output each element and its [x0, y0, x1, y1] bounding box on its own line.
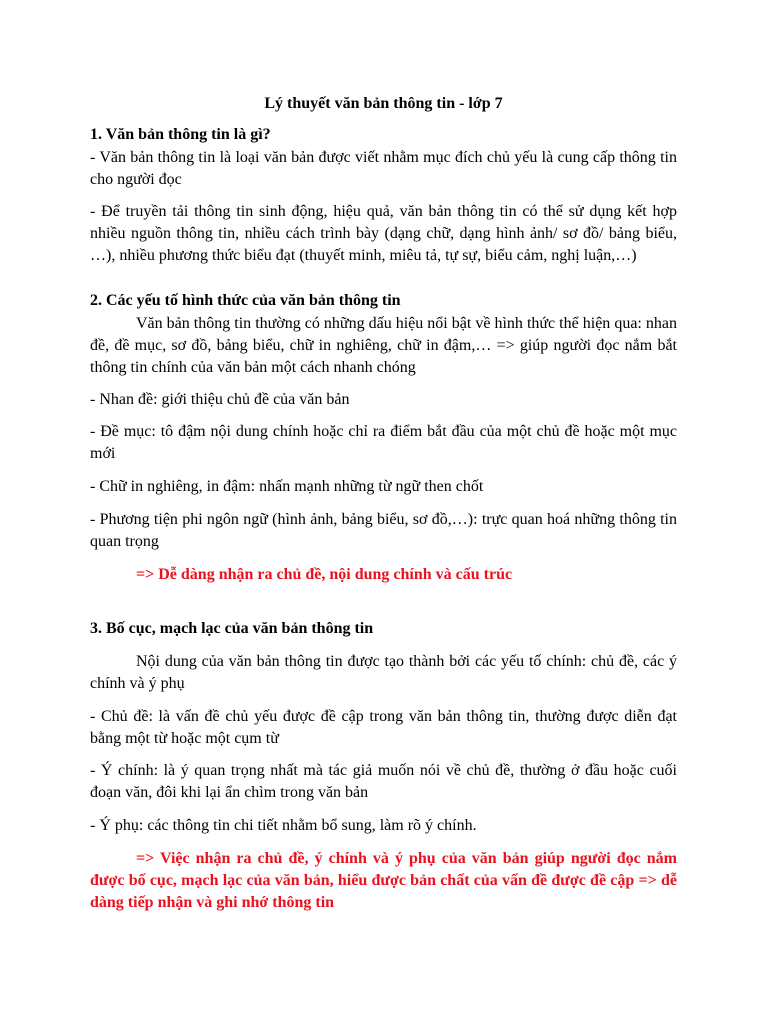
list-item: - Chữ in nghiêng, in đậm: nhấn mạnh những từ ngữ then chốt	[90, 478, 484, 495]
section-2-conclusion: => Dễ dàng nhận ra chủ đề, nội dung chính và cấu trúc	[136, 566, 513, 583]
section-1-paragraph: - Văn bản thông tin là loại văn bản được viết nhằm mục đích chủ yếu là cung cấp thông tin cho người đọc	[90, 149, 677, 188]
section-3-conclusion: => Việc nhận ra chủ đề, ý chính và ý phụ của văn bản giúp người đọc nắm được bố cục, mạch lạc của văn bản, hiểu được bản chất của vấn đề được đề cập => dễ dàng tiếp nhận và ghi nhớ thông tin	[90, 850, 677, 911]
section-2-intro: Văn bản thông tin thường có những dấu hiệu nổi bật về hình thức thể hiện qua: nhan đề, đề mục, sơ đồ, bảng biểu, chữ in nghiêng, chữ in đậm,… => giúp người đọc nắm bắt thông tin chính của văn bản một cách nhanh chóng	[90, 315, 677, 376]
list-item: - Phương tiện phi ngôn ngữ (hình ảnh, bảng biểu, sơ đồ,…): trực quan hoá những thông tin quan trọng	[90, 511, 677, 550]
section-1-heading: 1. Văn bản thông tin là gì?	[90, 126, 271, 143]
section-2-heading: 2. Các yếu tố hình thức của văn bản thông tin	[90, 292, 401, 309]
list-item: - Nhan đề: giới thiệu chủ đề của văn bản	[90, 391, 350, 408]
list-item: - Ý phụ: các thông tin chi tiết nhằm bổ sung, làm rõ ý chính.	[90, 817, 477, 834]
section-1-paragraph: - Để truyền tải thông tin sinh động, hiệu quả, văn bản thông tin có thể sử dụng kết hợp nhiều nguồn thông tin, nhiều cách trình bày (dạng chữ, dạng hình ảnh/ sơ đồ/ bảng biểu, …), nhiều phương thức biểu đạt (thuyết minh, miêu tả, tự sự, biểu cảm, nghị luận,…)	[90, 203, 677, 264]
list-item: - Đề mục: tô đậm nội dung chính hoặc chỉ ra điểm bắt đầu của một chủ đề hoặc một mục mới	[90, 423, 677, 462]
section-3-heading: 3. Bố cục, mạch lạc của văn bản thông tin	[90, 620, 374, 637]
list-item: - Chủ đề: là vấn đề chủ yếu được đề cập trong văn bản thông tin, thường được diễn đạt bằng một từ hoặc một cụm từ	[90, 708, 677, 747]
section-3-intro: Nội dung của văn bản thông tin được tạo thành bởi các yếu tố chính: chủ đề, các ý chính và ý phụ	[90, 653, 677, 692]
list-item: - Ý chính: là ý quan trọng nhất mà tác giả muốn nói về chủ đề, thường ở đầu hoặc cuối đoạn văn, đôi khi lại ẩn chìm trong văn bản	[90, 762, 677, 801]
document-title: Lý thuyết văn bản thông tin - lớp 7	[264, 95, 503, 112]
